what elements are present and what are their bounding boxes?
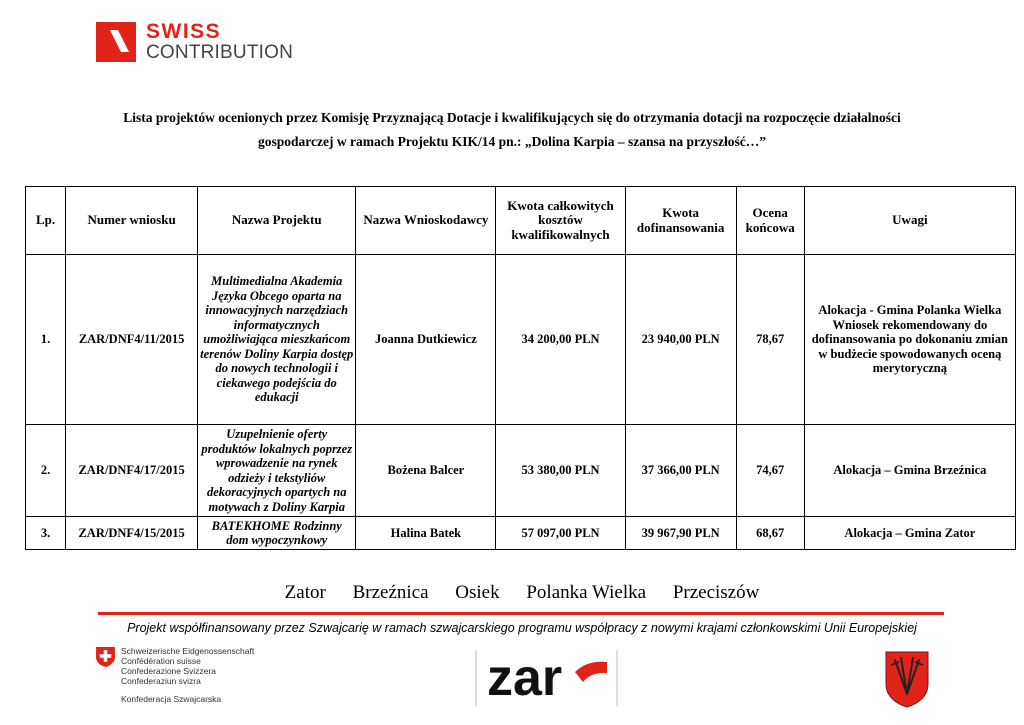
table-row (26, 425, 1016, 517)
title-line-1: Lista projektów ocenionych przez Komisję Przyznającą Dotacje i kwalifikujących się do otrzymania dotacji na rozpoczęcie działalności (123, 110, 901, 125)
table-row (26, 255, 1016, 425)
swiss-contribution-logo (96, 22, 316, 66)
header-lp: Lp. (26, 187, 66, 255)
header-notes: Uwagi (804, 187, 1015, 255)
cell-notes: Alokacja – Gmina Brzeźnica (804, 425, 1015, 517)
cell-number: ZAR/DNF4/15/2015 (66, 517, 198, 550)
cell-project: Uzupełnienie oferty produktów lokalnych poprzez wprowadzenie na rynek odzieży i tekstyliów dekoracyjnych opartych na motywach z Doliny Karpia (198, 425, 356, 517)
table-header-row (26, 187, 1016, 255)
swiss-coat-of-arms-icon (95, 646, 116, 667)
confederation-polish-name: Konfederacja Szwajcarska (121, 694, 222, 704)
cell-applicant: Joanna Dutkiewicz (356, 255, 496, 425)
cell-notes: Alokacja - Gmina Polanka Wielka Wniosek rekomendowany do dofinansowania po dokonaniu zmian w budżecie spowodowanych oceną merytoryczną (804, 255, 1015, 425)
cell-funding: 23 940,00 PLN (625, 255, 736, 425)
towns-list (0, 582, 1024, 604)
cell-total: 57 097,00 PLN (496, 517, 625, 550)
header-applicant: Nazwa Wnioskodawcy (356, 187, 496, 255)
header-score: Ocena końcowa (736, 187, 804, 255)
cofinance-statement: Projekt współfinansowany przez Szwajcarię w ramach szwajcarskiego programu współpracy z nowymi krajami członkowskimi Unii Europejskiej (127, 621, 917, 635)
cell-notes: Alokacja – Gmina Zator (804, 517, 1015, 550)
title-line-2: gospodarczej w ramach Projektu KIK/14 pn.: „Dolina Karpia – szansa na przyszłość…” (258, 134, 766, 149)
header-total: Kwota całkowitych kosztów kwalifikowalnych (496, 187, 625, 255)
swiss-contribution-mark-icon (96, 22, 136, 62)
cell-lp: 3. (26, 517, 66, 550)
document-title (60, 106, 964, 154)
town-name: Zator (284, 582, 326, 603)
header-number: Numer wniosku (66, 187, 198, 255)
cell-score: 74,67 (736, 425, 804, 517)
cell-lp: 2. (26, 425, 66, 517)
confederation-name: Schweizerische Eidgenossenschaft (121, 646, 255, 656)
confederation-name: Confederaziun svizra (121, 676, 201, 686)
confederation-name: Confédération suisse (121, 656, 201, 666)
cell-project: BATEKHOME Rodzinny dom wypoczynkowy (198, 517, 356, 550)
zar-logo-text: zar (487, 649, 563, 707)
cell-funding: 39 967,90 PLN (625, 517, 736, 550)
cell-project: Multimedialna Akademia Języka Obcego oparta na innowacyjnych narzędziach informatycznych umożliwiająca mieszkańcom terenów Doliny Karpia dostęp do nowych technologii i ciekawego podejścia do edukacji (198, 255, 356, 425)
cell-lp: 1. (26, 255, 66, 425)
municipality-crest-icon (884, 650, 930, 708)
logo-line-1: SWISS (146, 20, 222, 43)
cell-applicant: Bożena Balcer (356, 425, 496, 517)
town-name: Polanka Wielka (526, 582, 647, 603)
header-funding: Kwota dofinansowania (625, 187, 736, 255)
table-row (26, 517, 1016, 550)
town-name: Brzeźnica (352, 582, 429, 603)
swiss-confederation-logo (93, 646, 293, 716)
confederation-names (121, 646, 254, 686)
town-name: Osiek (455, 582, 500, 603)
header-project: Nazwa Projektu (198, 187, 356, 255)
confederation-name: Confederazione Svizzera (121, 666, 216, 676)
divider (98, 612, 944, 615)
cell-funding: 37 366,00 PLN (625, 425, 736, 517)
zar-logo (475, 648, 618, 708)
cell-number: ZAR/DNF4/11/2015 (66, 255, 198, 425)
cell-score: 68,67 (736, 517, 804, 550)
cell-total: 53 380,00 PLN (496, 425, 625, 517)
cell-total: 34 200,00 PLN (496, 255, 625, 425)
cell-score: 78,67 (736, 255, 804, 425)
logo-line-2: CONTRIBUTION (146, 42, 294, 63)
cell-applicant: Halina Batek (356, 517, 496, 550)
projects-table (25, 186, 1016, 550)
cell-number: ZAR/DNF4/17/2015 (66, 425, 198, 517)
town-name: Przeciszów (672, 582, 760, 603)
